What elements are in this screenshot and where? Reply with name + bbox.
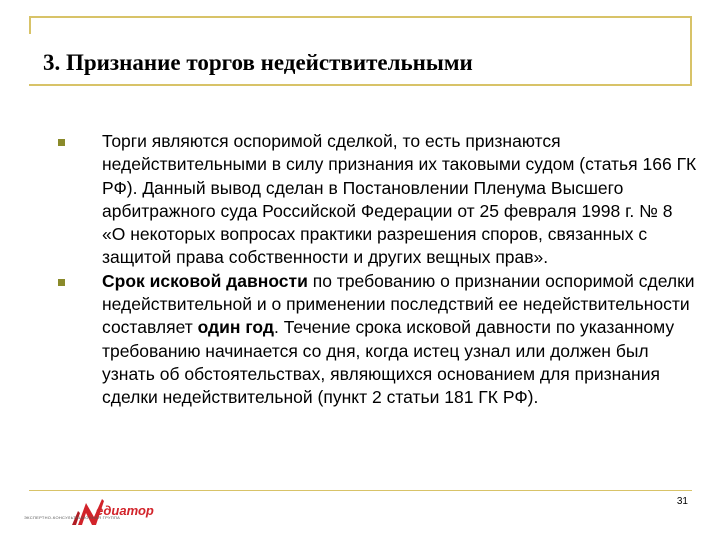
square-bullet-icon xyxy=(58,139,65,146)
bullet-text-bold-segment: один год xyxy=(197,317,274,338)
slide-title: 3. Признание торгов недействительными xyxy=(43,50,473,75)
bullet-text xyxy=(102,270,700,410)
bullet-item xyxy=(58,130,708,270)
logo-tagline: ЭКСПЕРТНО-КОНСУЛЬТАЦИОННАЯ ГРУППА xyxy=(24,515,121,520)
bullet-text-bold-segment: Срок исковой давности xyxy=(102,270,308,291)
square-bullet-icon xyxy=(58,279,65,286)
slide-frame-top-line xyxy=(29,16,692,18)
bullet-text xyxy=(102,130,700,270)
bullet-list xyxy=(58,130,708,410)
slide-frame-right-line xyxy=(690,16,692,86)
title-underline xyxy=(29,84,692,86)
slide-frame-left-line xyxy=(29,16,31,34)
logo-text: едиатор xyxy=(96,503,154,518)
bullet-text-segment: по требованию о признании оспоримой сделки недействительной и о применении последствий ее недействительности составляет xyxy=(102,270,695,338)
page-number: 31 xyxy=(676,496,688,507)
bullet-item xyxy=(58,270,708,410)
bullet-text-segment: Торги являются оспоримой сделкой, то есть признаются недействительными в силу признания их таковыми судом (статья 166 ГК РФ). Данный вывод сделан в Постановлении Пленума Высшего арбитражного суда Российской Федерации от 25 февраля 1998 г. № 8 «О некоторых вопросах практики разрешения споров, связанных с защитой права собственности и других вещных прав». xyxy=(102,131,697,268)
bullet-text-segment: . Течение срока исковой давности по указанному требованию начинается со дня, когда истец узнал или должен был узнать об обстоятельствах, являющихся основанием для признания сделки недействительной (пункт 2 статьи 181 ГК РФ). xyxy=(102,317,675,408)
